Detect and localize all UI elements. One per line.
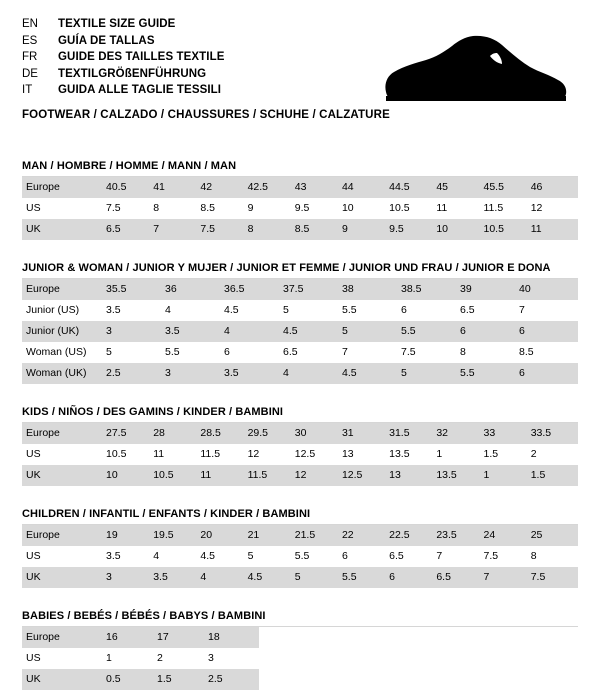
cell: 31	[342, 423, 389, 444]
cell: 5.5	[342, 300, 401, 321]
cell: 2	[531, 444, 578, 465]
cell: 5	[248, 546, 295, 567]
cell: 11.5	[200, 444, 247, 465]
table-row	[22, 546, 578, 567]
cell: 7	[519, 300, 578, 321]
cell: 13	[342, 444, 389, 465]
cell: 45.5	[484, 177, 531, 198]
cell: 21	[248, 525, 295, 546]
row-label: UK	[22, 669, 106, 690]
cell: 4.5	[283, 321, 342, 342]
cell: 7	[484, 567, 531, 588]
size-table-man	[22, 177, 578, 240]
row-label: Junior (UK)	[22, 321, 106, 342]
table-row	[22, 627, 578, 648]
cell: 9.5	[389, 219, 436, 240]
section-babies	[22, 610, 578, 690]
section-title: MAN / HOMBRE / HOMME / MANN / MAN	[22, 160, 578, 177]
cell: 4.5	[342, 363, 401, 384]
cell: 11.5	[248, 465, 295, 486]
row-label: US	[22, 546, 106, 567]
cell: 6	[342, 546, 389, 567]
cell: 8.5	[200, 198, 247, 219]
cell: 36.5	[224, 279, 283, 300]
cell: 6.5	[283, 342, 342, 363]
cell: 4	[224, 321, 283, 342]
cell: 13.5	[436, 465, 483, 486]
row-label: UK	[22, 465, 106, 486]
language-title-list	[22, 16, 225, 99]
cell: 21.5	[295, 525, 342, 546]
cell: 12.5	[295, 444, 342, 465]
cell: 3.5	[153, 567, 200, 588]
cell: 6	[519, 321, 578, 342]
cell: 12.5	[342, 465, 389, 486]
cell: 3	[106, 567, 153, 588]
cell: 28	[153, 423, 200, 444]
cell: 1.5	[484, 444, 531, 465]
cell: 10	[342, 198, 389, 219]
row-label: Europe	[22, 525, 106, 546]
cell: 6	[401, 300, 460, 321]
cell: 4	[165, 300, 224, 321]
cell: 3.5	[165, 321, 224, 342]
cell: 11.5	[484, 198, 531, 219]
language-title: TEXTILGRÖßENFÜHRUNG	[58, 67, 207, 80]
dress-shoe-icon	[378, 32, 568, 112]
cell: 4.5	[248, 567, 295, 588]
table-row	[22, 363, 578, 384]
table-row	[22, 321, 578, 342]
cell: 2	[157, 648, 208, 669]
cell: 40	[519, 279, 578, 300]
cell: 29.5	[248, 423, 295, 444]
section-junior-woman	[22, 262, 578, 384]
cell: 5	[342, 321, 401, 342]
table-row	[22, 669, 578, 690]
cell: 6	[519, 363, 578, 384]
cell: 4.5	[224, 300, 283, 321]
cell: 32	[436, 423, 483, 444]
row-label: Europe	[22, 627, 106, 648]
cell: 5	[283, 300, 342, 321]
size-table-kids	[22, 423, 578, 486]
cell: 42.5	[248, 177, 295, 198]
language-code: IT	[22, 84, 33, 96]
cell: 6.5	[106, 219, 153, 240]
table-row	[22, 465, 578, 486]
size-table-children	[22, 525, 578, 588]
cell: 7	[436, 546, 483, 567]
cell: 22	[342, 525, 389, 546]
cell: 7	[153, 219, 200, 240]
cell: 38	[342, 279, 401, 300]
language-title: TEXTILE SIZE GUIDE	[58, 18, 176, 30]
cell: 5	[106, 342, 165, 363]
cell: 8	[153, 198, 200, 219]
cell: 8.5	[295, 219, 342, 240]
language-row	[22, 16, 225, 33]
cell: 25	[531, 525, 578, 546]
cell: 2.5	[106, 363, 165, 384]
cell: 36	[165, 279, 224, 300]
language-title: GUIDE DES TAILLES TEXTILE	[58, 51, 225, 63]
cell: 13	[389, 465, 436, 486]
cell: 31.5	[389, 423, 436, 444]
cell: 33.5	[531, 423, 578, 444]
cell: 5	[295, 567, 342, 588]
cell: 10.5	[153, 465, 200, 486]
row-label: Woman (UK)	[22, 363, 106, 384]
section-title: KIDS / NIÑOS / DES GAMINS / KINDER / BAMBINI	[22, 406, 578, 423]
header	[22, 16, 578, 126]
cell: 9	[248, 198, 295, 219]
row-label: UK	[22, 219, 106, 240]
language-code: FR	[22, 51, 38, 63]
cell: 6	[224, 342, 283, 363]
row-label: Woman (US)	[22, 342, 106, 363]
cell: 1.5	[531, 465, 578, 486]
cell: 13.5	[389, 444, 436, 465]
section-title: CHILDREN / INFANTIL / ENFANTS / KINDER / BAMBINI	[22, 508, 578, 525]
cell: 10.5	[106, 444, 153, 465]
table-row	[22, 567, 578, 588]
cell: 1.5	[157, 669, 208, 690]
cell: 3	[208, 648, 259, 669]
cell: 44	[342, 177, 389, 198]
cell: 44.5	[389, 177, 436, 198]
language-row	[22, 49, 225, 66]
cell: 12	[531, 198, 578, 219]
cell: 3	[106, 321, 165, 342]
cell: 20	[200, 525, 247, 546]
cell: 8	[531, 546, 578, 567]
cell: 39	[460, 279, 519, 300]
cell: 10	[436, 219, 483, 240]
table-row	[22, 219, 578, 240]
cell: 8.5	[519, 342, 578, 363]
section-children	[22, 508, 578, 588]
cell: 1	[436, 444, 483, 465]
cell: 40.5	[106, 177, 153, 198]
cell: 6.5	[389, 546, 436, 567]
cell: 30	[295, 423, 342, 444]
cell: 12	[295, 465, 342, 486]
cell: 6	[389, 567, 436, 588]
cell: 7.5	[401, 342, 460, 363]
cell: 3.5	[106, 300, 165, 321]
cell: 19.5	[153, 525, 200, 546]
cell: 10	[106, 465, 153, 486]
section-kids	[22, 406, 578, 486]
cell: 41	[153, 177, 200, 198]
cell: 7	[342, 342, 401, 363]
cell: 8	[460, 342, 519, 363]
section-title: JUNIOR & WOMAN / JUNIOR Y MUJER / JUNIOR ET FEMME / JUNIOR UND FRAU / JUNIOR E DONA	[22, 262, 578, 279]
language-code: DE	[22, 67, 38, 80]
cell: 27.5	[106, 423, 153, 444]
cell: 42	[200, 177, 247, 198]
row-label: Europe	[22, 423, 106, 444]
cell: 35.5	[106, 279, 165, 300]
cell: 5.5	[342, 567, 389, 588]
cell: 10.5	[484, 219, 531, 240]
cell: 10.5	[389, 198, 436, 219]
row-label: US	[22, 648, 106, 669]
cell: 5.5	[295, 546, 342, 567]
row-label: Europe	[22, 279, 106, 300]
cell: 6.5	[436, 567, 483, 588]
row-label: US	[22, 444, 106, 465]
language-row	[22, 82, 225, 99]
language-code: ES	[22, 34, 38, 47]
table-row	[22, 423, 578, 444]
size-table-babies	[22, 627, 578, 690]
cell: 5.5	[460, 363, 519, 384]
cell: 43	[295, 177, 342, 198]
cell: 3.5	[106, 546, 153, 567]
cell: 1	[484, 465, 531, 486]
cell: 17	[157, 627, 208, 648]
section-man	[22, 160, 578, 240]
cell: 24	[484, 525, 531, 546]
cell: 0.5	[106, 669, 157, 690]
section-title: BABIES / BEBÉS / BÉBÉS / BABYS / BAMBINI	[22, 610, 578, 627]
table-row	[22, 198, 578, 219]
cell: 5.5	[165, 342, 224, 363]
table-row	[22, 525, 578, 546]
cell: 11	[153, 444, 200, 465]
language-row	[22, 66, 225, 83]
row-label: UK	[22, 567, 106, 588]
cell-empty	[259, 648, 578, 669]
cell: 7.5	[200, 219, 247, 240]
cell: 7.5	[531, 567, 578, 588]
cell: 11	[436, 198, 483, 219]
cell: 28.5	[200, 423, 247, 444]
cell: 5	[401, 363, 460, 384]
cell: 11	[531, 219, 578, 240]
cell: 22.5	[389, 525, 436, 546]
cell: 38.5	[401, 279, 460, 300]
table-row	[22, 648, 578, 669]
cell: 4	[283, 363, 342, 384]
cell-empty	[259, 627, 578, 648]
cell: 46	[531, 177, 578, 198]
size-table-junior-woman	[22, 279, 578, 384]
cell: 18	[208, 627, 259, 648]
cell: 33	[484, 423, 531, 444]
cell: 12	[248, 444, 295, 465]
cell: 1	[106, 648, 157, 669]
cell: 3.5	[224, 363, 283, 384]
cell: 11	[200, 465, 247, 486]
table-row	[22, 300, 578, 321]
cell: 4	[153, 546, 200, 567]
row-label: Europe	[22, 177, 106, 198]
cell: 4	[200, 567, 247, 588]
cell: 6.5	[460, 300, 519, 321]
cell: 3	[165, 363, 224, 384]
cell: 9.5	[295, 198, 342, 219]
language-row	[22, 33, 225, 50]
language-title: GUÍA DE TALLAS	[58, 34, 155, 47]
language-code: EN	[22, 18, 38, 30]
table-row	[22, 177, 578, 198]
cell: 9	[342, 219, 389, 240]
cell: 37.5	[283, 279, 342, 300]
cell: 23.5	[436, 525, 483, 546]
table-row	[22, 444, 578, 465]
cell: 8	[248, 219, 295, 240]
cell: 6	[460, 321, 519, 342]
table-row	[22, 342, 578, 363]
cell: 4.5	[200, 546, 247, 567]
cell: 16	[106, 627, 157, 648]
cell: 7.5	[106, 198, 153, 219]
row-label: Junior (US)	[22, 300, 106, 321]
row-label: US	[22, 198, 106, 219]
table-row	[22, 279, 578, 300]
cell: 7.5	[484, 546, 531, 567]
cell: 45	[436, 177, 483, 198]
cell: 19	[106, 525, 153, 546]
cell-empty	[259, 669, 578, 690]
category-line: FOOTWEAR / CALZADO / CHAUSSURES / SCHUHE / CALZATURE	[22, 108, 390, 121]
cell: 5.5	[401, 321, 460, 342]
language-title: GUIDA ALLE TAGLIE TESSILI	[58, 84, 222, 96]
cell: 2.5	[208, 669, 259, 690]
